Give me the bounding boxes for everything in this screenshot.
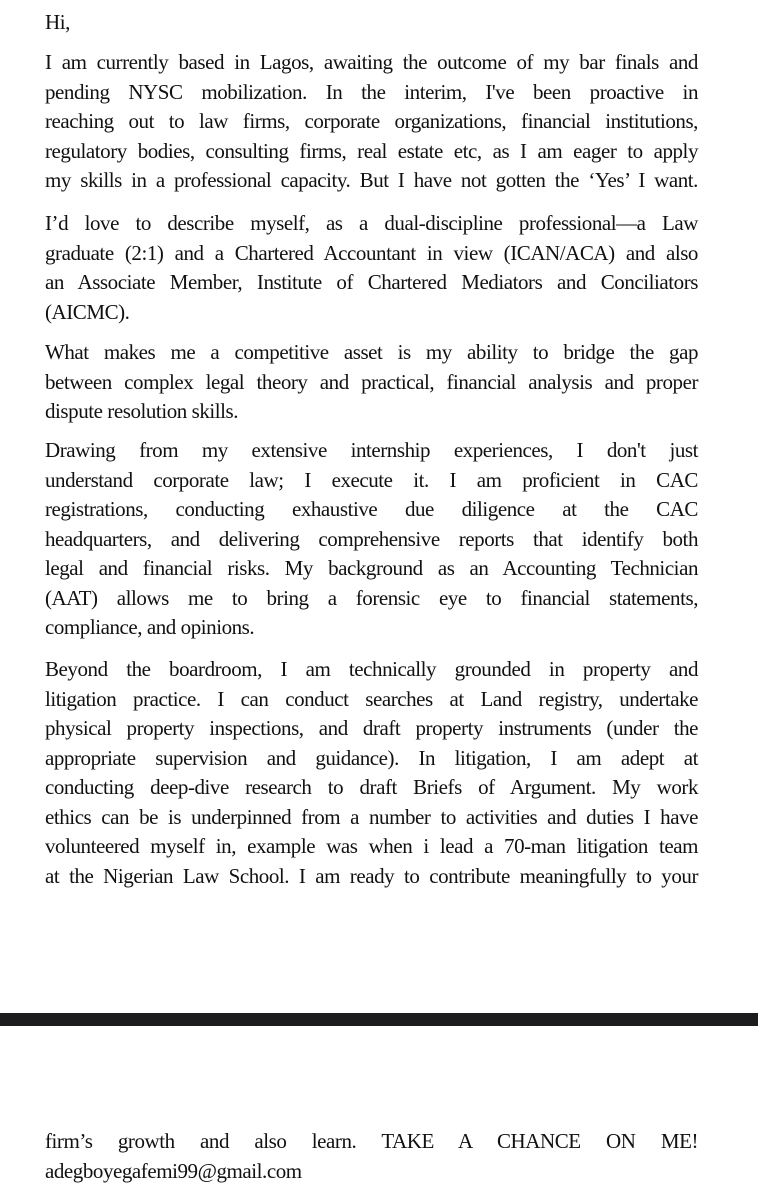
text-line: at the Nigerian Law School. I am ready to contribute meaningfully to your (45, 863, 698, 888)
text-line: physical property inspections, and draft property instruments (under the (45, 716, 698, 740)
text-line: Beyond the boardroom, I am technically grounded in property and (45, 657, 698, 681)
text-line: What makes me a competitive asset is my ability to bridge the gap (45, 340, 698, 364)
text-line: graduate (2:1) and a Chartered Accountant in view (ICAN/ACA) and also (45, 240, 698, 265)
text-line: I am currently based in Lagos, awaiting the outcome of my bar finals and (45, 50, 698, 74)
greeting (45, 8, 698, 38)
text-line: Drawing from my extensive internship experiences, I don't just (45, 438, 698, 462)
text-line: ethics can be is underpinned from a number to activities and duties I have (45, 804, 698, 829)
text-line: (AICMC). (45, 299, 130, 324)
text-line: reaching out to law firms, corporate organizations, financial institutions, (45, 109, 698, 133)
text-line: between complex legal theory and practical, financial analysis and proper (45, 369, 698, 394)
text-line: an Associate Member, Institute of Chartered Mediators and Conciliators (45, 270, 698, 294)
text-line: my skills in a professional capacity. But I have not gotten the ‘Yes’ I want. (45, 168, 698, 192)
greeting-line: Hi, (45, 10, 70, 34)
paragraph-1 (45, 48, 698, 196)
text-line: (AAT) allows me to bring a forensic eye to financial statements, (45, 585, 698, 610)
text-line: regulatory bodies, consulting firms, real estate etc, as I am eager to apply (45, 138, 698, 163)
text-line: I’d love to describe myself, as a dual-discipline professional—a Law (45, 211, 698, 235)
text-line: appropriate supervision and guidance). In litigation, I am adept at (45, 745, 698, 770)
paragraph-5 (45, 655, 698, 891)
text-line: understand corporate law; I execute it. I am proficient in CAC (45, 467, 698, 492)
text-line: pending NYSC mobilization. In the interim, I've been proactive in (45, 79, 698, 104)
paragraph-2 (45, 209, 698, 327)
closing-paragraph (45, 1127, 698, 1186)
text-line: litigation practice. I can conduct searches at Land registry, undertake (45, 686, 698, 711)
text-line: legal and financial risks. My background as an Accounting Technician (45, 556, 698, 580)
text-line: compliance, and opinions. (45, 615, 255, 639)
text-line: volunteered myself in, example was when i lead a 70-man litigation team (45, 834, 698, 858)
paragraph-3 (45, 338, 698, 427)
text-line: registrations, conducting exhaustive due diligence at the CAC (45, 497, 698, 521)
text-line: headquarters, and delivering comprehensive reports that identify both (45, 526, 698, 551)
text-line: dispute resolution skills. (45, 399, 239, 423)
text-line: firm’s growth and also learn. TAKE A CHANCE ON ME! (45, 1129, 698, 1153)
paragraph-4 (45, 436, 698, 643)
email-address: adegboyegafemi99@gmail.com (45, 1158, 302, 1183)
text-line: conducting deep-dive research to draft Briefs of Argument. My work (45, 775, 698, 799)
page-break-divider (0, 1013, 758, 1026)
